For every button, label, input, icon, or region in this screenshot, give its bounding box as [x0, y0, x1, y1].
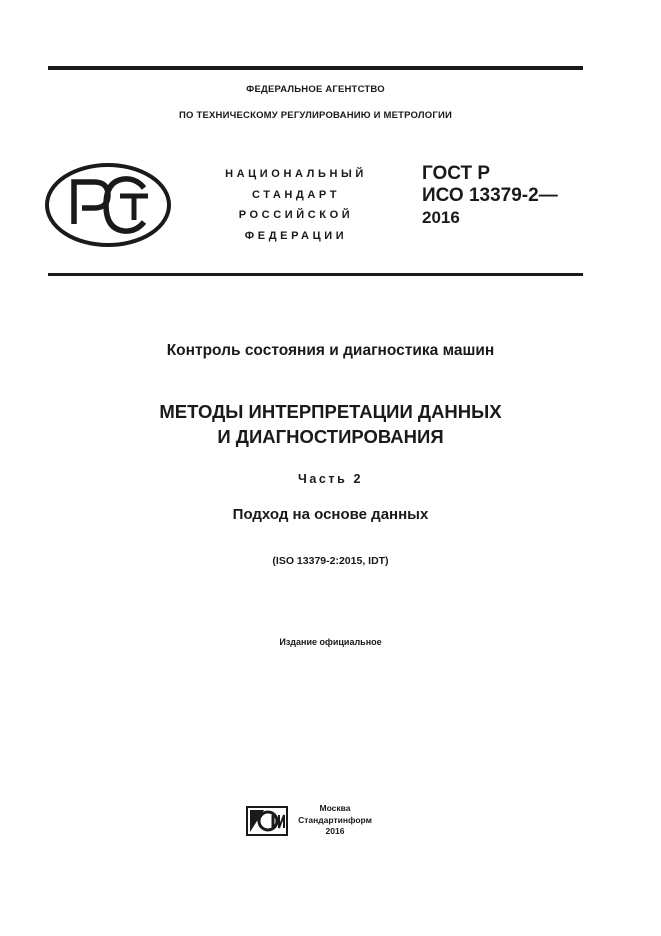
standard-type-line-3: РОССИЙСКОЙ [238, 209, 354, 221]
part-title: Подход на основе данных [232, 506, 429, 523]
publisher-block [290, 803, 380, 838]
standartinform-logo-icon [246, 806, 288, 836]
designation-line-2: ИСО 13379-2— [422, 185, 558, 206]
rst-certification-mark-icon [44, 162, 172, 248]
main-title-line-1: МЕТОДЫ ИНТЕРПРЕТАЦИИ ДАННЫХ [159, 401, 502, 422]
designation-year: 2016 [422, 208, 460, 227]
main-title-line-2: И ДИАГНОСТИРОВАНИЯ [217, 426, 444, 447]
agency-line-1: ФЕДЕРАЛЬНОЕ АГЕНТСТВО [246, 84, 385, 95]
standard-type-line-2: СТАНДАРТ [251, 188, 341, 201]
publisher-name: Стандартинформ [298, 814, 372, 825]
designation-line-1: ГОСТ Р [422, 163, 491, 184]
iso-reference: (ISO 13379-2:2015, IDT) [272, 555, 389, 567]
edition-label: Издание официальное [279, 637, 382, 647]
top-rule [48, 66, 583, 70]
standard-designation [422, 163, 558, 229]
subject-heading: Контроль состояния и диагностика машин [166, 342, 495, 359]
publisher-city: Москва [319, 803, 351, 813]
agency-line-2: ПО ТЕХНИЧЕСКОМУ РЕГУЛИРОВАНИЮ И МЕТРОЛОГИИ [179, 110, 452, 121]
main-title [48, 399, 613, 449]
publisher-year: 2016 [325, 826, 345, 836]
standard-type-line-1: НАЦИОНАЛЬНЫЙ [225, 168, 367, 180]
standard-type-line-4: ФЕДЕРАЦИИ [244, 229, 348, 242]
standard-type-block [206, 164, 386, 246]
part-number: Часть 2 [297, 472, 364, 486]
bottom-rule [48, 273, 583, 276]
